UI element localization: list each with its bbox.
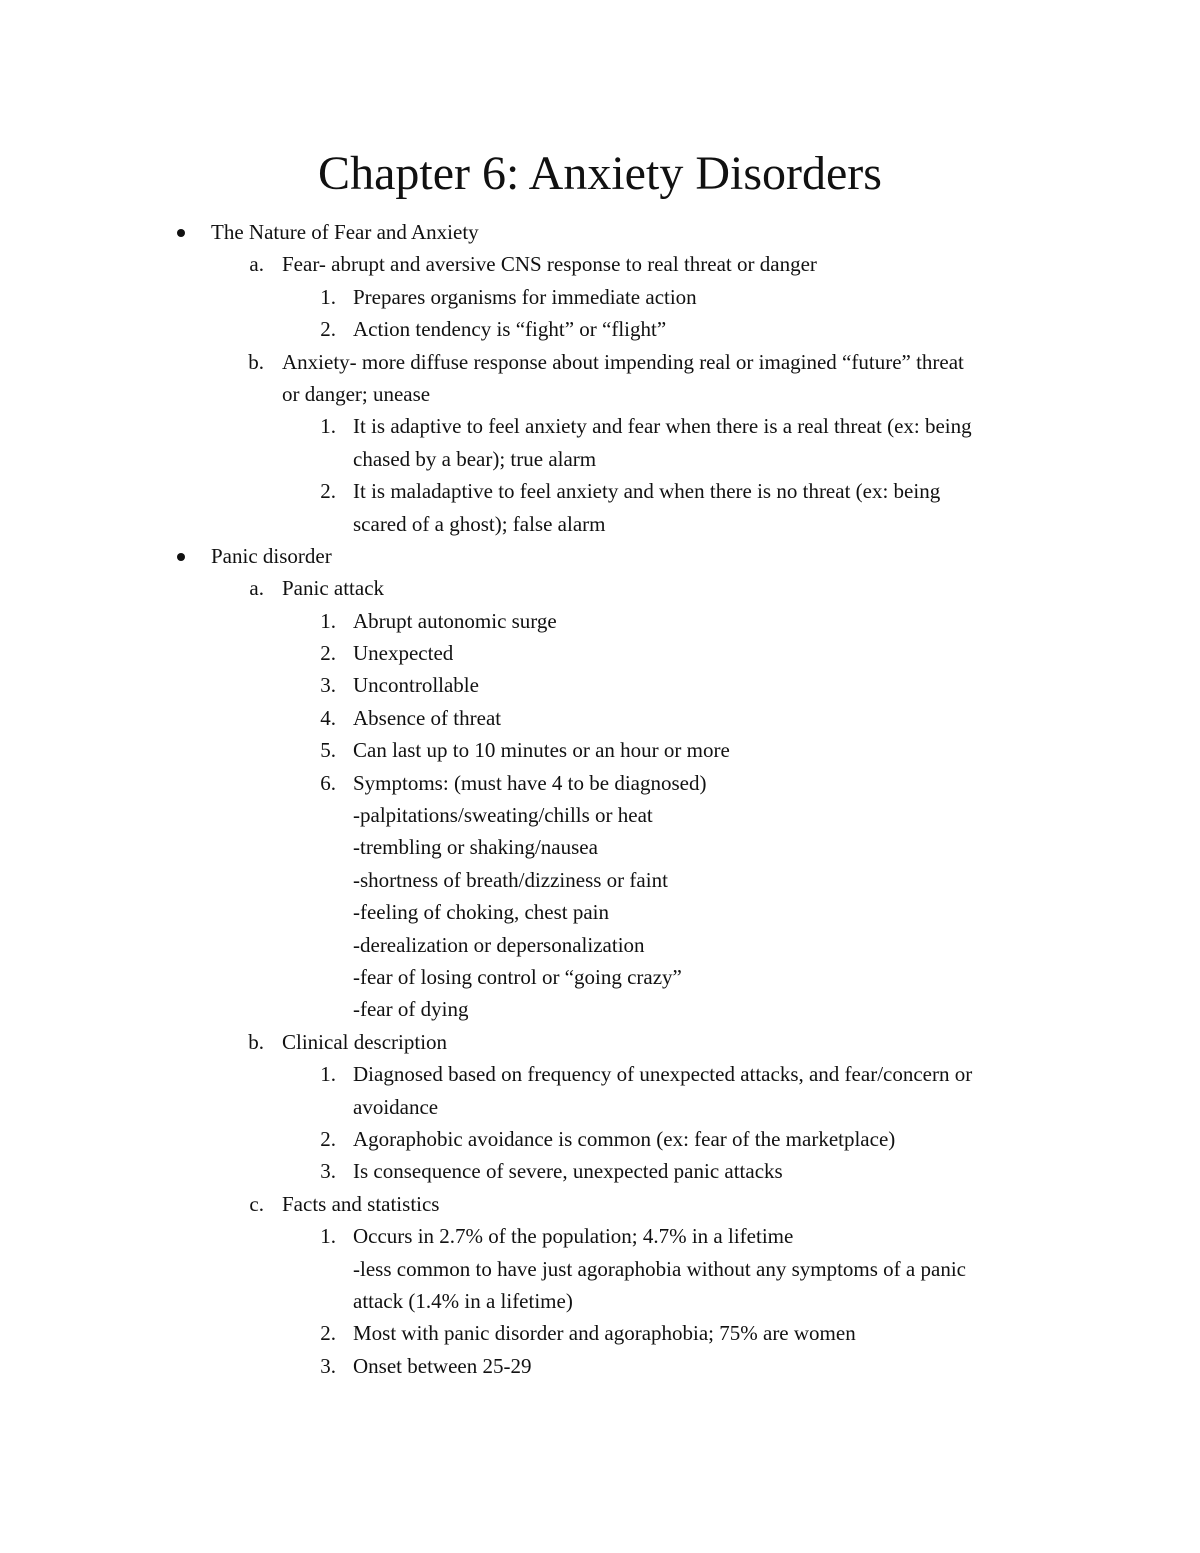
- outline-text: avoidance: [353, 1094, 439, 1119]
- outline-text: Panic disorder: [211, 543, 332, 568]
- list-marker: 2.: [320, 1321, 336, 1346]
- outline-line-level-3: [0, 734, 1200, 766]
- outline-text: Panic attack: [282, 576, 385, 601]
- bullet-dot-icon: [177, 229, 185, 237]
- outline-text: Occurs in 2.7% of the population; 4.7% in a lifetime: [353, 1224, 794, 1249]
- outline-line-level-3: [0, 831, 1200, 863]
- list-marker: 2.: [320, 317, 336, 342]
- outline-text: Abrupt autonomic surge: [353, 608, 557, 633]
- outline-line-level-3: [0, 1220, 1200, 1252]
- outline-text: -derealization or depersonalization: [353, 932, 645, 957]
- outline-text: Facts and statistics: [282, 1191, 440, 1216]
- outline-line-level-3: [0, 410, 1200, 442]
- outline-line-level-3: [0, 1285, 1200, 1317]
- list-marker: 1.: [320, 284, 336, 309]
- outline-text: or danger; unease: [282, 381, 431, 406]
- outline-line-level-3: [0, 508, 1200, 540]
- outline-line-level-3: [0, 929, 1200, 961]
- outline-text: Action tendency is “fight” or “flight”: [353, 317, 667, 342]
- outline-line-level-3: [0, 669, 1200, 701]
- list-marker: b.: [248, 349, 264, 374]
- outline-list: [0, 216, 1200, 1382]
- outline-line-level-3: [0, 767, 1200, 799]
- outline-line-level-2: [0, 378, 1200, 410]
- list-marker: 1.: [320, 1224, 336, 1249]
- outline-text: Absence of threat: [353, 705, 502, 730]
- outline-line-level-3: [0, 637, 1200, 669]
- list-marker: 1.: [320, 1062, 336, 1087]
- outline-line-level-3: [0, 799, 1200, 831]
- outline-line-level-3: [0, 1350, 1200, 1382]
- outline-text: Agoraphobic avoidance is common (ex: fear of the marketplace): [353, 1126, 896, 1151]
- outline-text: It is adaptive to feel anxiety and fear when there is a real threat (ex: being: [353, 414, 972, 439]
- outline-line-level-3: [0, 443, 1200, 475]
- outline-line-level-3: [0, 313, 1200, 345]
- outline-line-level-3: [0, 864, 1200, 896]
- outline-text: -feeling of choking, chest pain: [353, 900, 609, 925]
- outline-line-level-3: [0, 1253, 1200, 1285]
- outline-text: It is maladaptive to feel anxiety and when there is no threat (ex: being: [353, 479, 941, 504]
- outline-text: Clinical description: [282, 1029, 448, 1054]
- outline-line-level-3: [0, 1317, 1200, 1349]
- outline-text: chased by a bear); true alarm: [353, 446, 597, 471]
- outline-text: Is consequence of severe, unexpected panic attacks: [353, 1159, 783, 1184]
- outline-line-level-3: [0, 896, 1200, 928]
- list-marker: 4.: [320, 705, 336, 730]
- outline-text: -shortness of breath/dizziness or faint: [353, 867, 668, 892]
- outline-line-level-1: [0, 216, 1200, 248]
- outline-text: Onset between 25-29: [353, 1353, 532, 1378]
- list-marker: 3.: [320, 1159, 336, 1184]
- outline-line-level-3: [0, 605, 1200, 637]
- outline-text: -trembling or shaking/nausea: [353, 835, 598, 860]
- outline-line-level-2: [0, 1026, 1200, 1058]
- list-marker: 3.: [320, 1353, 336, 1378]
- outline-text: Prepares organisms for immediate action: [353, 284, 697, 309]
- outline-line-level-3: [0, 1123, 1200, 1155]
- outline-line-level-3: [0, 281, 1200, 313]
- outline-line-level-3: [0, 961, 1200, 993]
- outline-text: scared of a ghost); false alarm: [353, 511, 606, 536]
- list-marker: a.: [249, 252, 264, 277]
- outline-text: -fear of losing control or “going crazy”: [353, 964, 682, 989]
- outline-text: -fear of dying: [353, 997, 469, 1022]
- outline-text: Can last up to 10 minutes or an hour or more: [353, 738, 730, 763]
- list-marker: 3.: [320, 673, 336, 698]
- list-marker: 6.: [320, 770, 336, 795]
- list-marker: 5.: [320, 738, 336, 763]
- outline-line-level-1: [0, 540, 1200, 572]
- list-marker: 2.: [320, 1126, 336, 1151]
- outline-text: -palpitations/sweating/chills or heat: [353, 803, 653, 828]
- bullet-icon: [172, 540, 190, 572]
- list-marker: a.: [249, 576, 264, 601]
- outline-text: Most with panic disorder and agoraphobia; 75% are women: [353, 1321, 856, 1346]
- outline-line-level-3: [0, 702, 1200, 734]
- outline-text: attack (1.4% in a lifetime): [353, 1288, 573, 1313]
- outline-line-level-2: [0, 572, 1200, 604]
- list-marker: b.: [248, 1029, 264, 1054]
- outline-line-level-3: [0, 993, 1200, 1025]
- list-marker: 1.: [320, 414, 336, 439]
- list-marker: 2.: [320, 479, 336, 504]
- outline-text: Symptoms: (must have 4 to be diagnosed): [353, 770, 707, 795]
- list-marker: 2.: [320, 641, 336, 666]
- outline-line-level-3: [0, 475, 1200, 507]
- outline-line-level-3: [0, 1058, 1200, 1090]
- outline-text: Anxiety- more diffuse response about impending real or imagined “future” threat: [282, 349, 964, 374]
- outline-line-level-2: [0, 1188, 1200, 1220]
- outline-text: Diagnosed based on frequency of unexpected attacks, and fear/concern or: [353, 1062, 973, 1087]
- outline-line-level-3: [0, 1155, 1200, 1187]
- outline-text: Fear- abrupt and aversive CNS response to real threat or danger: [282, 252, 817, 277]
- outline-text: -less common to have just agoraphobia without any symptoms of a panic: [353, 1256, 966, 1281]
- outline-text: Uncontrollable: [353, 673, 479, 698]
- outline-line-level-2: [0, 346, 1200, 378]
- bullet-dot-icon: [177, 553, 185, 561]
- list-marker: 1.: [320, 608, 336, 633]
- list-marker: c.: [249, 1191, 264, 1216]
- outline-text: The Nature of Fear and Anxiety: [211, 220, 479, 244]
- outline-text: Unexpected: [353, 641, 454, 666]
- bullet-icon: [172, 216, 190, 248]
- outline-line-level-3: [0, 1091, 1200, 1123]
- page-title: Chapter 6: Anxiety Disorders: [318, 147, 882, 200]
- outline-line-level-2: [0, 248, 1200, 280]
